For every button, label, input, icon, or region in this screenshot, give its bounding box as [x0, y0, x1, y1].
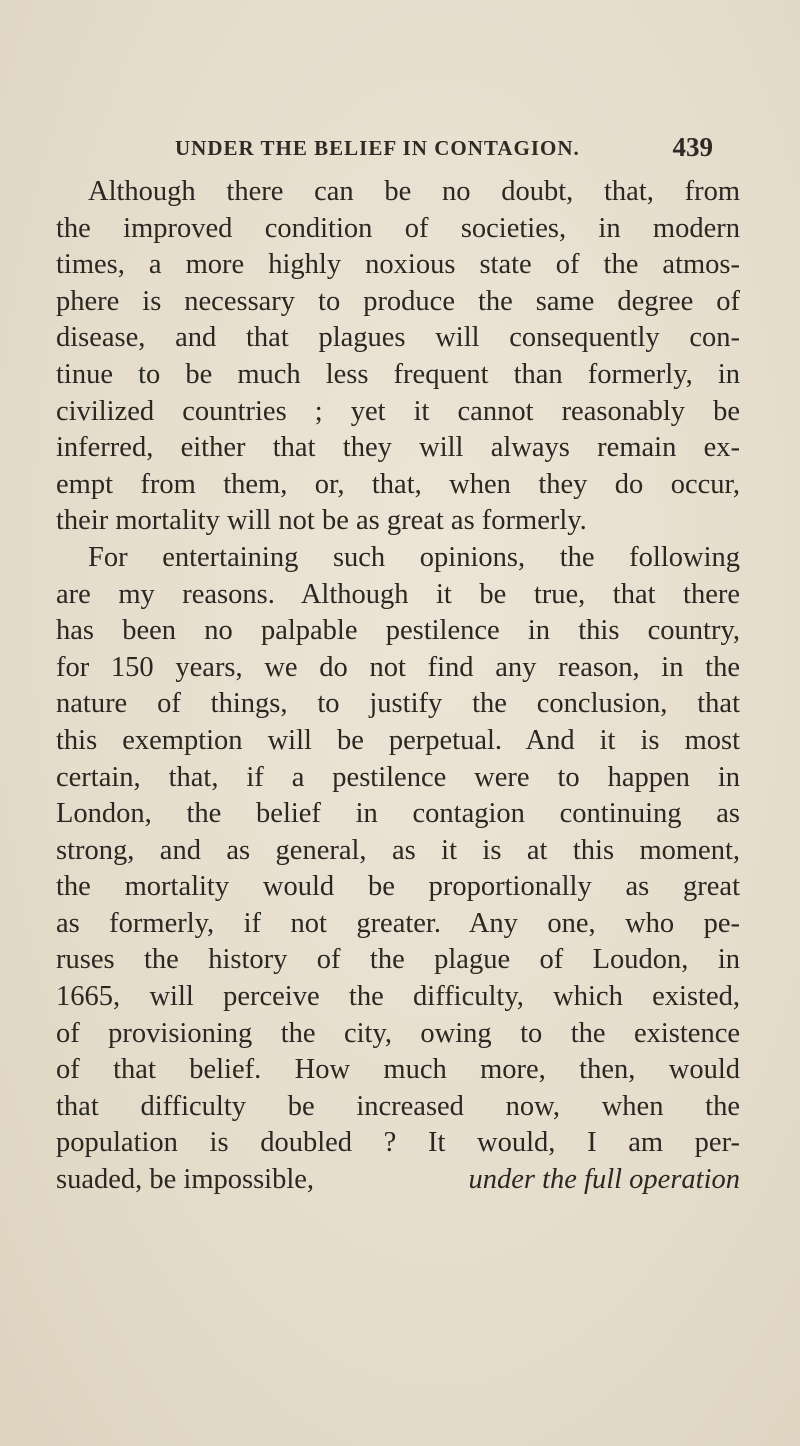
text-line: that difficulty be increased now, when the	[56, 1090, 740, 1122]
text-line-final	[56, 1162, 740, 1199]
running-title: UNDER THE BELIEF IN CONTAGION.	[175, 136, 580, 160]
text-line: certain, that, if a pestilence were to happen in	[56, 761, 740, 793]
page-number: 439	[672, 132, 713, 162]
text-line: inferred, either that they will always remain ex-	[56, 432, 740, 464]
text-line: civilized countries ; yet it cannot reasonably be	[56, 395, 740, 427]
text-line: nature of things, to justify the conclusion, that	[56, 688, 740, 720]
text-line: tinue to be much less frequent than formerly, in	[56, 358, 740, 390]
text-line: phere is necessary to produce the same degree of	[56, 285, 740, 317]
final-line-italic: under the full operation	[468, 1164, 740, 1196]
text-line: population is doubled ? It would, I am per-	[56, 1127, 740, 1159]
text-line: this exemption will be perpetual. And it is most	[56, 724, 740, 756]
text-line: Although there can be no doubt, that, from	[88, 176, 740, 207]
text-line: the mortality would be proportionally as great	[56, 871, 740, 903]
text-line: For entertaining such opinions, the following	[88, 541, 740, 573]
text-line: disease, and that plagues will consequently con-	[56, 322, 740, 354]
text-line: for 150 years, we do not find any reason, in the	[56, 651, 740, 683]
body-text	[56, 174, 740, 1199]
text-line: ruses the history of the plague of Loudon, in	[56, 944, 740, 976]
text-line: as formerly, if not greater. Any one, who pe-	[56, 907, 740, 939]
text-line: has been no palpable pestilence in this country,	[56, 615, 740, 647]
text-line: of provisioning the city, owing to the existence	[56, 1017, 740, 1049]
text-line: strong, and as general, as it is at this moment,	[56, 834, 740, 866]
text-line: 1665, will perceive the difficulty, which existed,	[56, 981, 740, 1013]
text-line: their mortality will not be as great as formerly.	[56, 505, 587, 537]
text-line: the improved condition of societies, in modern	[56, 212, 740, 244]
text-line: of that belief. How much more, then, would	[56, 1054, 740, 1086]
text-line: times, a more highly noxious state of the atmos-	[56, 249, 740, 281]
text-line: London, the belief in contagion continuing as	[56, 798, 740, 830]
text-line: empt from them, or, that, when they do occur,	[56, 468, 740, 500]
running-head	[175, 132, 715, 166]
final-line-roman: suaded, be impossible,	[56, 1164, 315, 1196]
text-line: are my reasons. Although it be true, that there	[56, 578, 740, 610]
